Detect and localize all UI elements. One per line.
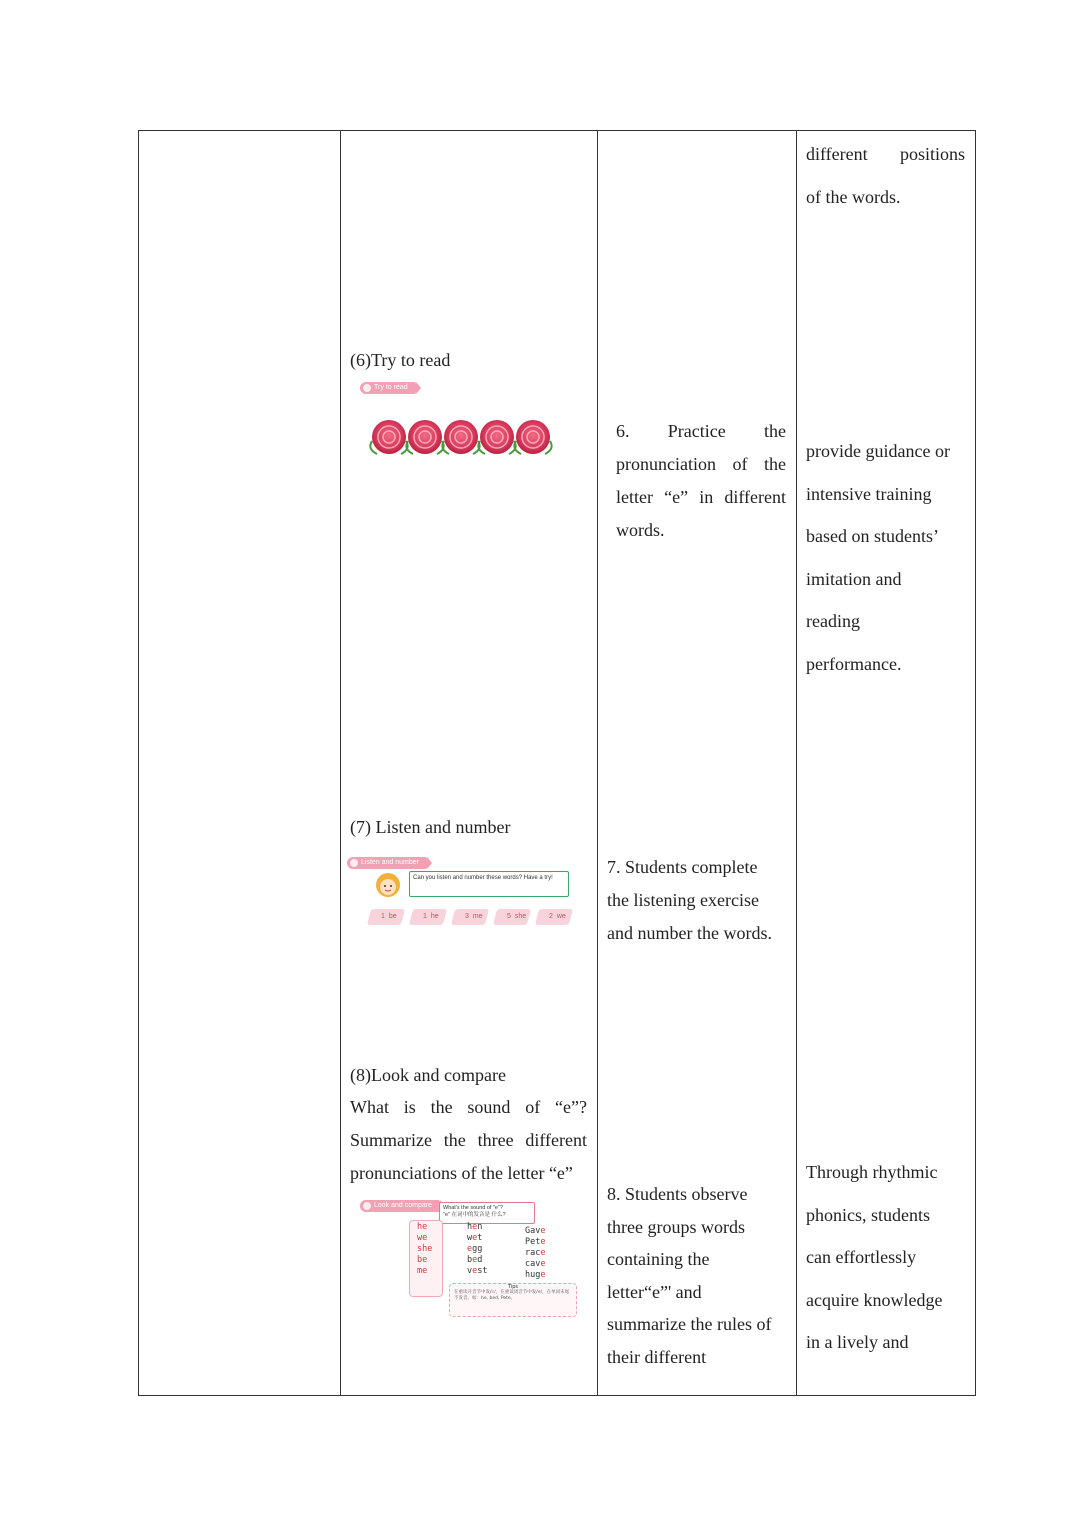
summary-line-1: Summarize the three different bbox=[350, 1130, 587, 1150]
tips-box: Tips 在重读开音节中发/i:/，在重读闭音节中发/e/，在单词末尾不发音。如：he, bed, Pete。 bbox=[449, 1283, 577, 1317]
listen-and-number-tag: Listen and number bbox=[347, 857, 427, 869]
word-card: 5 she bbox=[495, 909, 526, 925]
lesson-plan-table bbox=[138, 130, 976, 1396]
word-cards-row bbox=[365, 909, 575, 927]
roses-illustration bbox=[369, 415, 554, 459]
rose-icon bbox=[370, 420, 407, 454]
purpose-8: Through rhythmic phonics, students can effortlessly acquire knowledge in a lively and bbox=[806, 1162, 943, 1352]
word-card: 3 me bbox=[453, 909, 483, 925]
question-line: What is the sound of “e”? bbox=[350, 1097, 587, 1117]
activity-column-cell bbox=[598, 131, 797, 1396]
word-card: 2 we bbox=[537, 909, 566, 925]
purpose-6: provide guidance or intensive training based on students’ imitation and reading performance. bbox=[806, 441, 950, 674]
activity-8: 8. Students observe three groups words containing the letter“e”' and summarize the rules of their different bbox=[607, 1184, 772, 1367]
rose-icon bbox=[406, 420, 443, 454]
rose-icon bbox=[442, 420, 479, 454]
content-column-cell bbox=[341, 131, 598, 1396]
word-group-3: Gave Pete race cave huge bbox=[525, 1226, 546, 1280]
section-8-instructions bbox=[350, 1091, 587, 1190]
activity-6: 6. Practice the pronunciation of the letter “e” in different words. bbox=[616, 421, 787, 540]
girl-avatar-icon bbox=[375, 871, 401, 899]
section-6-heading: (6)Try to read bbox=[350, 350, 451, 370]
activity-7: 7. Students complete the listening exercise and number the words. bbox=[607, 857, 772, 943]
word-group-2: hen wet egg bed vest bbox=[467, 1222, 488, 1276]
word-card: 1 he bbox=[411, 909, 439, 925]
summary-line-2: pronunciations of the letter “e” bbox=[350, 1163, 573, 1183]
try-to-read-tag: Try to read bbox=[360, 382, 416, 394]
section-8-heading: (8)Look and compare bbox=[350, 1065, 506, 1085]
rose-icon bbox=[514, 420, 551, 454]
word-group-1: he we she be me bbox=[417, 1222, 433, 1276]
purpose-continued: different positions of the words. bbox=[806, 144, 965, 207]
purpose-column-cell bbox=[797, 131, 976, 1396]
section-7-heading: (7) Listen and number bbox=[350, 817, 511, 837]
stage-column-cell bbox=[139, 131, 341, 1396]
look-and-compare-tag: Look and compare bbox=[360, 1200, 440, 1212]
rose-icon bbox=[478, 420, 515, 454]
instruction-bubble: Can you listen and number these words? Have a try! bbox=[409, 871, 569, 897]
sound-question-bubble: What's the sound of "e"? "e" 在词中的发音是 什么? bbox=[439, 1202, 535, 1224]
word-card: 1 be bbox=[369, 909, 397, 925]
